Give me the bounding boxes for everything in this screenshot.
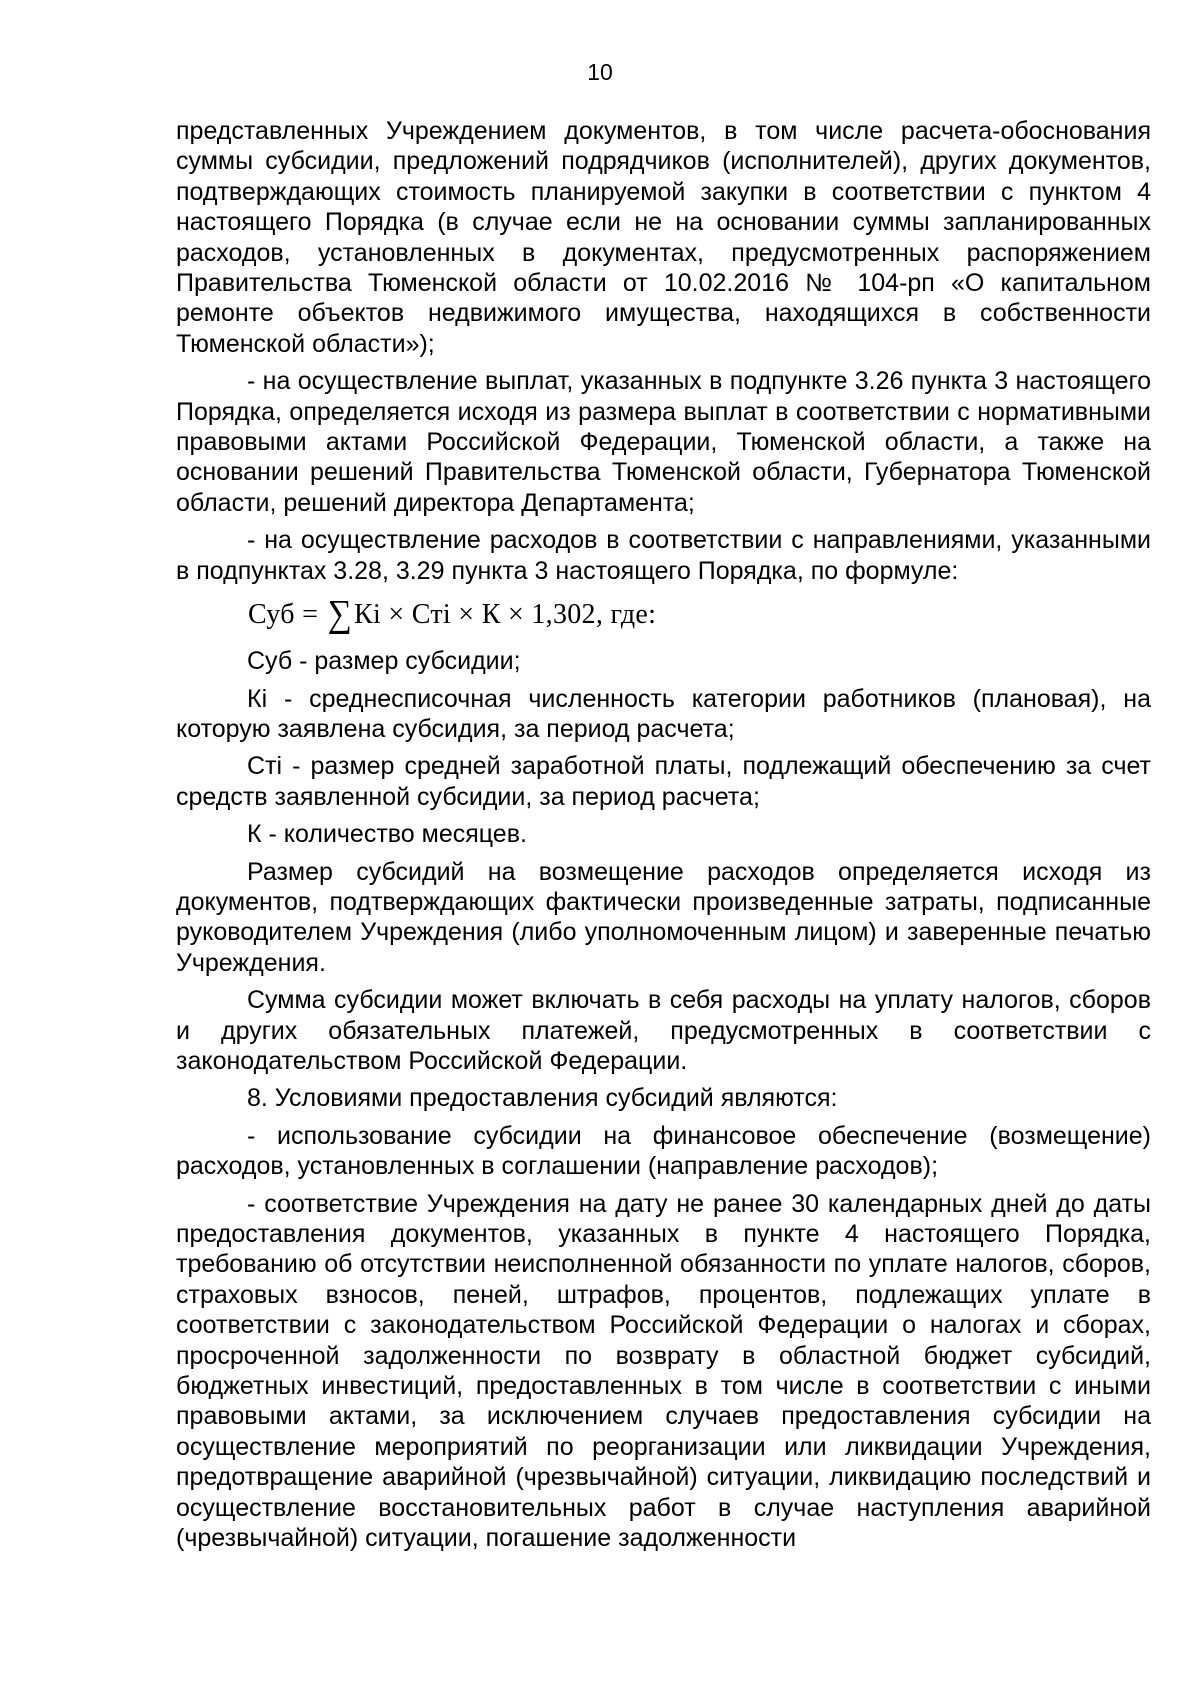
paragraph-continuation: представленных Учреждением документов, в том числе расчета-обоснования суммы субсидии, предложений подрядчиков (исполнителей), других документов, подтверждающих стоимость планируемой закупки в соответствии с пунктом 4 настоящего Порядка (в случае если не на основании суммы запланированных расходов, установленных в документах, предусмотренных распоряжением Правительства Тюменской области от 10.02.2016 № 104-рп «О капитальном ремонте объектов недвижимого имущества, находящихся в собственности Тюменской области»); — [176, 117, 1151, 358]
sum-sign-icon: ∑ — [327, 593, 353, 636]
subsidy-formula — [248, 595, 1151, 635]
condition-compliance: - соответствие Учреждения на дату не ранее 30 календарных дней до даты предоставления документов, указанных в пункте 4 настоящего Порядка, требованию об отсутствии неисполненной обязанности по уплате налогов, сборов, страховых взносов, пеней, штрафов, процентов, подлежащих уплате в соответствии с законодательством Российской Федерации о налогах и сборах, просроченной задолженности по возврату в областной бюджет субсидий, бюджетных инвестиций, предоставленных в том числе в соответствии с иными правовыми актами, за исключением случаев предоставления субсидии на осуществление мероприятий по реорганизации или ликвидации Учреждения, предотвращение аварийной (чрезвычайной) ситуации, ликвидацию последствий и осуществление восстановительных работ в случае наступления аварийной (чрезвычайной) ситуации, погашение задолженности — [176, 1189, 1151, 1553]
document-body — [176, 116, 1151, 1553]
definition-k: К - количество месяцев. — [247, 820, 527, 849]
paragraph-payments: - на осуществление выплат, указанных в подпункте 3.26 пункта 3 настоящего Порядка, определяется исходя из размера выплат в соответствии с нормативными правовыми актами Российской Федерации, Тюменской области, а также на основании решений Правительства Тюменской области, Губернатора Тюменской области, решений директора Департамента; — [176, 367, 1151, 517]
condition-usage: - использование субсидии на финансовое обеспечение (возмещение) расходов, установленных в соглашении (направление расходов); — [176, 1121, 1151, 1181]
definition-ki: Кi - среднесписочная численность категории работников (плановая), на которую заявлена субсидия, за период расчета; — [176, 684, 1151, 743]
paragraph-reimbursement: Размер субсидий на возмещение расходов определяется исходя из документов, подтверждающих фактически произведенные затраты, подписанные руководителем Учреждения (либо уполномоченным лицом) и заверенные печатью Учреждения. — [176, 857, 1151, 977]
definition-cti: Стi - размер средней заработной платы, подлежащий обеспечению за счет средств заявленной субсидии, за период расчета; — [176, 752, 1151, 811]
formula-tail: где: — [610, 599, 657, 631]
paragraph-expenses-formula-intro: - на осуществление расходов в соответствии с направлениями, указанными в подпунктах 3.28, 3.29 пункта 3 настоящего Порядка, по формуле: — [176, 526, 1151, 585]
formula-rhs: Кi × Стi × К × 1,302, — [354, 599, 604, 631]
formula-lhs: Суб — [248, 599, 295, 631]
definition-sub: Суб - размер субсидии; — [247, 647, 521, 676]
section-8-heading: 8. Условиями предоставления субсидий являются: — [247, 1084, 838, 1113]
page-number: 10 — [587, 59, 613, 85]
formula-equals: = — [302, 599, 319, 631]
paragraph-taxes: Сумма субсидии может включать в себя расходы на уплату налогов, сборов и других обязательных платежей, предусмотренных в соответствии с законодательством Российской Федерации. — [176, 986, 1151, 1075]
